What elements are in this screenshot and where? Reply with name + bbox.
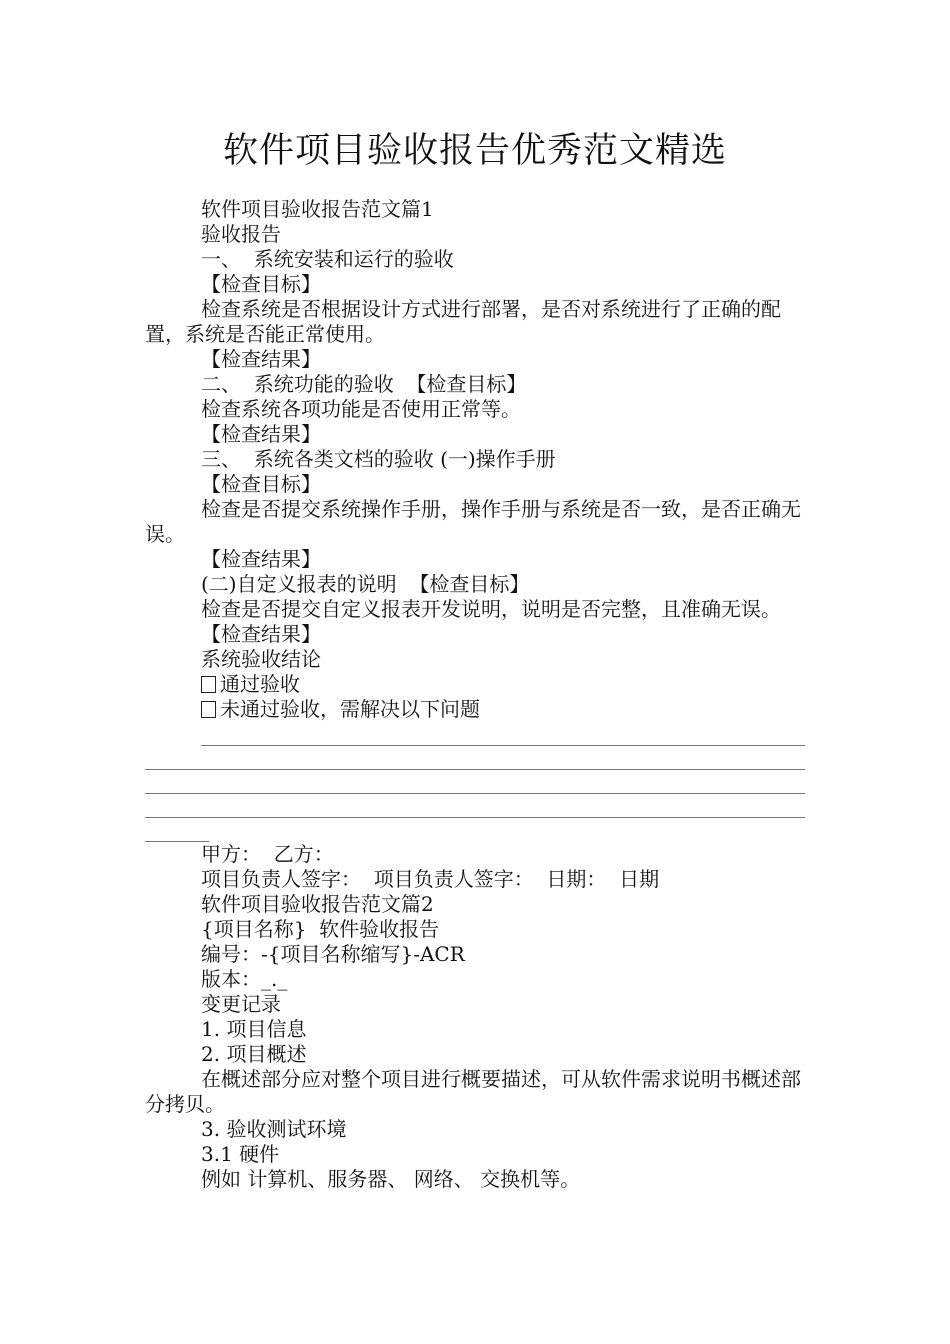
- paragraph: 检查系统各项功能是否使用正常等。: [201, 397, 521, 421]
- section-heading-2: 软件项目验收报告范文篇2: [201, 892, 434, 916]
- report-heading: 验收报告: [201, 222, 281, 246]
- paragraph: 在概述部分应对整个项目进行概要描述，可从软件需求说明书概述部分拷贝。: [145, 1067, 801, 1116]
- blank-line: [201, 722, 805, 746]
- check-result-label: 【检查结果】: [201, 347, 321, 371]
- paragraph: 例如 计算机、服务器、 网络、 交换机等。: [201, 1167, 581, 1191]
- checkbox-pass: [145, 672, 805, 697]
- project-info-heading: 1. 项目信息: [201, 1017, 307, 1041]
- check-result-label: 【检查结果】: [201, 622, 321, 646]
- checkbox-pass-label: 通过验收: [220, 672, 300, 696]
- paragraph: 检查系统是否根据设计方式进行部署，是否对系统进行了正确的配置，系统是否能正常使用。: [145, 297, 781, 346]
- parties-line: 甲方： 乙方：: [201, 842, 334, 866]
- blank-line: [145, 818, 209, 842]
- paragraph: 检查是否提交自定义报表开发说明，说明是否完整，且准确无误。: [201, 597, 781, 621]
- report-name-line: {项目名称} 软件验收报告: [201, 917, 440, 941]
- item-heading-3: 三、 系统各类文档的验收 (一)操作手册: [201, 447, 556, 471]
- paragraph: 检查是否提交系统操作手册，操作手册与系统是否一致，是否正确无误。: [145, 497, 801, 546]
- signature-line: 项目负责人签字： 项目负责人签字： 日期： 日期: [201, 867, 660, 891]
- blank-line: [145, 770, 805, 794]
- item-heading-2: 二、 系统功能的验收 【检查目标】: [201, 372, 527, 396]
- blank-line: [145, 746, 805, 770]
- check-target-label: 【检查目标】: [201, 472, 321, 496]
- version-line: 版本：_._: [201, 967, 288, 991]
- blank-line: [145, 794, 805, 818]
- section-heading-1: 软件项目验收报告范文篇1: [201, 197, 434, 221]
- checkbox-icon: [201, 701, 216, 718]
- check-result-label: 【检查结果】: [201, 422, 321, 446]
- document-title: 软件项目验收报告优秀范文精选: [222, 131, 727, 171]
- checkbox-icon: [201, 676, 216, 693]
- check-result-label: 【检查结果】: [201, 547, 321, 571]
- number-line: 编号：-{项目名称缩写}-ACR: [201, 942, 465, 966]
- item-heading-1: 一、 系统安装和运行的验收: [201, 247, 454, 271]
- checkbox-fail: [145, 697, 805, 722]
- document-body: [145, 197, 805, 1192]
- conclusion-heading: 系统验收结论: [201, 647, 321, 671]
- test-env-heading: 3. 验收测试环境: [201, 1117, 347, 1141]
- change-log-heading: 变更记录: [201, 992, 281, 1016]
- item-heading-4: (二)自定义报表的说明 【检查目标】: [201, 572, 530, 596]
- checkbox-fail-label: 未通过验收，需解决以下问题: [220, 697, 480, 721]
- project-overview-heading: 2. 项目概述: [201, 1042, 307, 1066]
- hardware-heading: 3.1 硬件: [201, 1142, 280, 1166]
- check-target-label: 【检查目标】: [201, 272, 321, 296]
